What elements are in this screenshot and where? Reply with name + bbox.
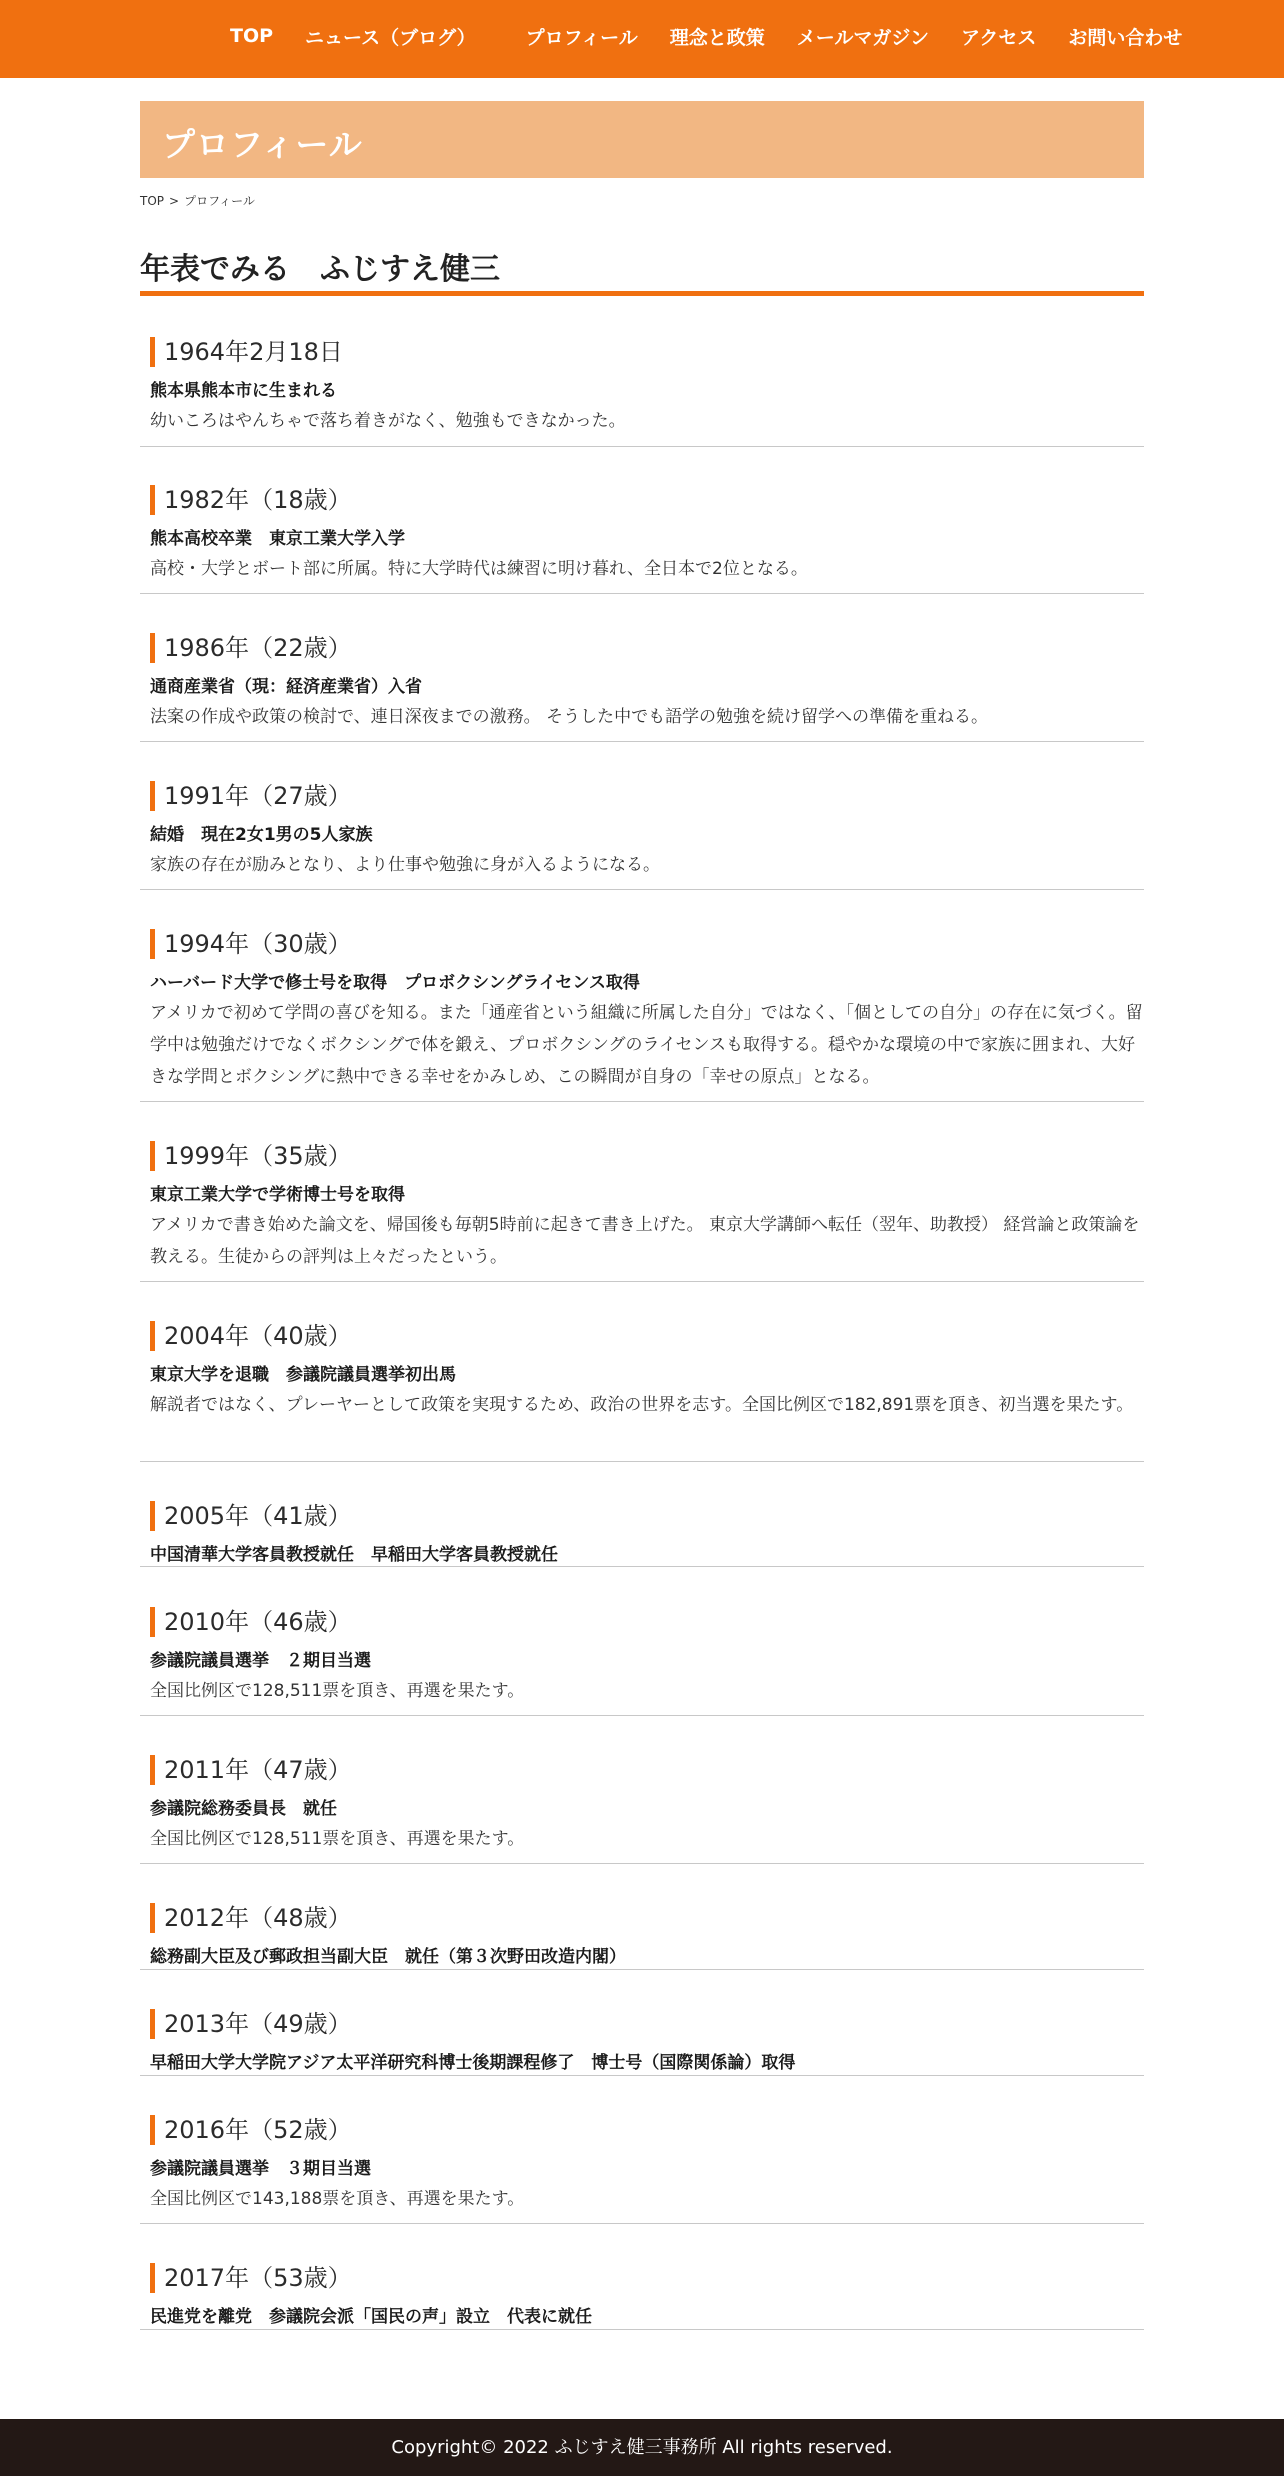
timeline-year: 2004年（40歳） — [150, 1321, 352, 1351]
timeline-year: 2016年（52歳） — [150, 2115, 352, 2145]
timeline-year: 1991年（27歳） — [150, 781, 352, 811]
timeline-heading: 熊本高校卒業 東京工業大学入学 — [150, 529, 405, 549]
breadcrumb-current: プロフィール — [184, 194, 255, 208]
timeline-entry — [140, 1607, 1144, 1716]
nav-item-news-blog[interactable]: ニュース（ブログ） — [305, 26, 476, 49]
timeline-entry — [140, 485, 1144, 594]
timeline-year: 1982年（18歳） — [150, 485, 352, 515]
timeline-heading: 通商産業省（現：経済産業省）入省 — [150, 677, 422, 697]
timeline-year: 1994年（30歳） — [150, 929, 352, 959]
timeline-entry — [140, 2115, 1144, 2224]
timeline-text: アメリカで書き始めた論文を、帰国後も毎朝5時前に起きて書き上げた。 東京大学講師へ転任（翌年、助教授） 経営論と政策論を教える。生徒からの評判は上々だったという。 — [150, 1215, 1140, 1267]
timeline-heading: 中国清華大学客員教授就任 早稲田大学客員教授就任 — [150, 1545, 558, 1565]
timeline-text: 全国比例区で128,511票を頂き、再選を果たす。 — [150, 1681, 525, 1701]
page-title: プロフィール — [162, 125, 363, 164]
timeline-year: 1986年（22歳） — [150, 633, 352, 663]
timeline-year: 1999年（35歳） — [150, 1141, 352, 1171]
breadcrumb-home-link[interactable]: TOP — [140, 194, 165, 208]
timeline-entry — [140, 781, 1144, 890]
copyright-text: Copyright© 2022 ふじすえ健三事務所 All rights reserved. — [391, 2437, 893, 2458]
timeline-heading: 参議院議員選挙 ２期目当選 — [150, 1651, 371, 1671]
timeline-heading: 東京大学を退職 参議院議員選挙初出馬 — [150, 1365, 456, 1385]
timeline-text: 高校・大学とボート部に所属。特に大学時代は練習に明け暮れ、全日本で2位となる。 — [150, 559, 808, 579]
timeline-heading: ハーバード大学で修士号を取得 プロボクシングライセンス取得 — [150, 973, 640, 993]
nav-item-profile[interactable]: プロフィール — [525, 26, 638, 49]
nav-item-top[interactable]: TOP — [230, 25, 274, 47]
timeline-heading: 熊本県熊本市に生まれる — [150, 381, 337, 401]
breadcrumb-separator: > — [169, 194, 180, 208]
timeline-heading: 結婚 現在2女1男の5人家族 — [150, 825, 373, 845]
timeline-entry — [140, 1755, 1144, 1864]
timeline-text: アメリカで初めて学問の喜びを知る。また「通産省という組織に所属した自分」ではなく、「個としての自分」の存在に気づく。留学中は勉強だけでなくボクシングで体を鍛え、プロボクシングのライセンスも取得する。穏やかな環境の中で家族に囲まれ、大好きな学問とボクシングに熱中できる幸せをかみしめ、この瞬間が自身の「幸せの原点」となる。 — [150, 1003, 1143, 1087]
timeline-heading: 参議院総務委員長 就任 — [150, 1799, 337, 1819]
timeline-entry — [140, 1141, 1144, 1282]
timeline-year: 2005年（41歳） — [150, 1501, 352, 1531]
timeline-year: 2012年（48歳） — [150, 1903, 352, 1933]
timeline-heading: 東京工業大学で学術博士号を取得 — [150, 1185, 405, 1205]
top-navigation — [0, 0, 1284, 78]
timeline-entry — [140, 633, 1144, 742]
timeline-entry — [140, 2009, 1144, 2076]
section-title: 年表でみる ふじすえ健三 — [140, 252, 500, 287]
nav-menu — [214, 0, 1198, 72]
timeline-entry — [140, 1501, 1144, 1567]
timeline-entry — [140, 337, 1144, 447]
timeline-year: 2013年（49歳） — [150, 2009, 352, 2039]
timeline-year: 2010年（46歳） — [150, 1607, 352, 1637]
timeline-entry — [140, 929, 1144, 1102]
timeline-entry — [140, 1903, 1144, 1970]
nav-item-access[interactable]: アクセス — [960, 26, 1037, 49]
timeline-heading: 早稲田大学大学院アジア太平洋研究科博士後期課程修了 博士号（国際関係論）取得 — [150, 2053, 796, 2073]
timeline-year: 1964年2月18日 — [150, 337, 343, 367]
timeline-heading: 参議院議員選挙 ３期目当選 — [150, 2159, 371, 2179]
timeline-heading: 民進党を離党 参議院会派「国民の声」設立 代表に就任 — [150, 2307, 592, 2327]
timeline-entry — [140, 1321, 1144, 1462]
timeline-text: 解説者ではなく、プレーヤーとして政策を実現するため、政治の世界を志す。全国比例区で182,891票を頂き、初当選を果たす。 — [150, 1395, 1134, 1415]
timeline-text: 幼いころはやんちゃで落ち着きがなく、勉強もできなかった。 — [150, 411, 626, 431]
section-title-underline — [140, 291, 1144, 296]
timeline-heading: 総務副大臣及び郵政担当副大臣 就任（第３次野田改造内閣） — [150, 1947, 626, 1967]
site-footer — [0, 2419, 1284, 2476]
timeline-text: 全国比例区で143,188票を頂き、再選を果たす。 — [150, 2189, 525, 2209]
timeline-text: 全国比例区で128,511票を頂き、再選を果たす。 — [150, 1829, 525, 1849]
timeline-entry — [140, 2263, 1144, 2330]
timeline-text: 家族の存在が励みとなり、より仕事や勉強に身が入るようになる。 — [150, 855, 660, 875]
timeline-text: 法案の作成や政策の検討で、連日深夜までの激務。 そうした中でも語学の勉強を続け留学への準備を重ねる。 — [150, 707, 989, 727]
nav-item-philosophy-policy[interactable]: 理念と政策 — [669, 26, 765, 49]
timeline-year: 2011年（47歳） — [150, 1755, 352, 1785]
page-banner — [140, 101, 1144, 178]
timeline-year: 2017年（53歳） — [150, 2263, 352, 2293]
breadcrumb — [140, 192, 255, 209]
nav-item-contact[interactable]: お問い合わせ — [1068, 26, 1183, 49]
nav-item-mail-magazine[interactable]: メールマガジン — [796, 26, 929, 49]
